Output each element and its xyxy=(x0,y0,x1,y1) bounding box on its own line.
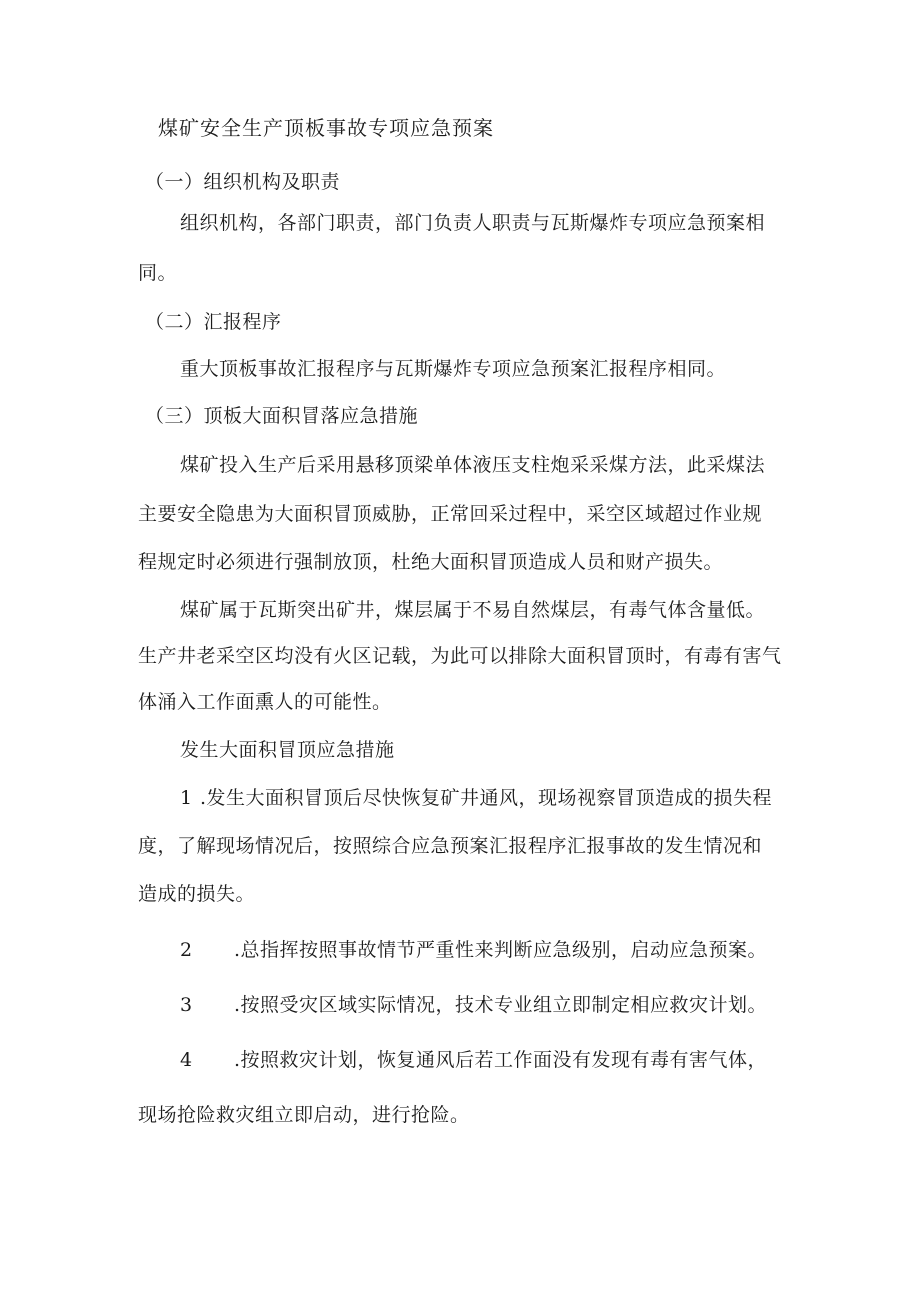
list-item-4-line-1: .按照救灾计划，恢复通风后若工作面没有发现有毒有害气体， xyxy=(234,1049,768,1071)
section-2-paragraph: 重大顶板事故汇报程序与瓦斯爆炸专项应急预案汇报程序相同。 xyxy=(180,358,727,380)
document-title: 煤矿安全生产顶板事故专项应急预案 xyxy=(158,116,494,140)
list-item-number: 2 xyxy=(180,939,193,961)
section-3-subheading: 发生大面积冒顶应急措施 xyxy=(180,739,395,761)
section-1-heading: （一）组织机构及职责 xyxy=(145,171,341,193)
list-item-3-line-1: .按照受灾区域实际情况，技术专业组立即制定相应救灾计划。 xyxy=(234,994,768,1016)
section-3-para1-line-2: 主要安全隐患为大面积冒顶威胁，正常回采过程中，采空区域超过作业规 xyxy=(138,503,763,525)
section-1-paragraph-line-1: 组织机构，各部门职责，部门负责人职责与瓦斯爆炸专项应急预案相 xyxy=(180,212,766,234)
section-3-para2-line-3: 体涌入工作面熏人的可能性。 xyxy=(138,691,392,713)
section-3-heading: （三）顶板大面积冒落应急措施 xyxy=(145,405,419,427)
section-3-para2-line-1: 煤矿属于瓦斯突出矿井，煤层属于不易自然煤层，有毒气体含量低。 xyxy=(180,599,766,621)
section-3-para1-line-3: 程规定时必须进行强制放顶，杜绝大面积冒顶造成人员和财产损失。 xyxy=(138,551,724,573)
list-item-number: 4 xyxy=(180,1049,193,1071)
list-item-2-line-1: .总指挥按照事故情节严重性来判断应急级别，启动应急预案。 xyxy=(234,939,768,961)
section-3-para1-line-1: 煤矿投入生产后采用悬移顶梁单体液压支柱炮采采煤方法，此采煤法 xyxy=(180,454,766,476)
list-item-1-line-3: 造成的损失。 xyxy=(138,883,256,905)
list-item-1-line-2: 度，了解现场情况后，按照综合应急预案汇报程序汇报事故的发生情况和 xyxy=(138,835,763,857)
list-item-number: 3 xyxy=(180,994,193,1016)
section-2-heading: （二）汇报程序 xyxy=(145,311,282,333)
section-1-paragraph-line-2: 同。 xyxy=(138,262,178,284)
section-3-para2-line-2: 生产井老采空区均没有火区记载，为此可以排除大面积冒顶时，有毒有害气 xyxy=(138,645,782,667)
list-item-1-line-1: .发生大面积冒顶后尽快恢复矿井通风，现场视察冒顶造成的损失程 xyxy=(200,787,773,809)
list-item-4-line-2: 现场抢险救灾组立即启动，进行抢险。 xyxy=(138,1104,470,1126)
list-item-number: 1 xyxy=(180,787,193,809)
